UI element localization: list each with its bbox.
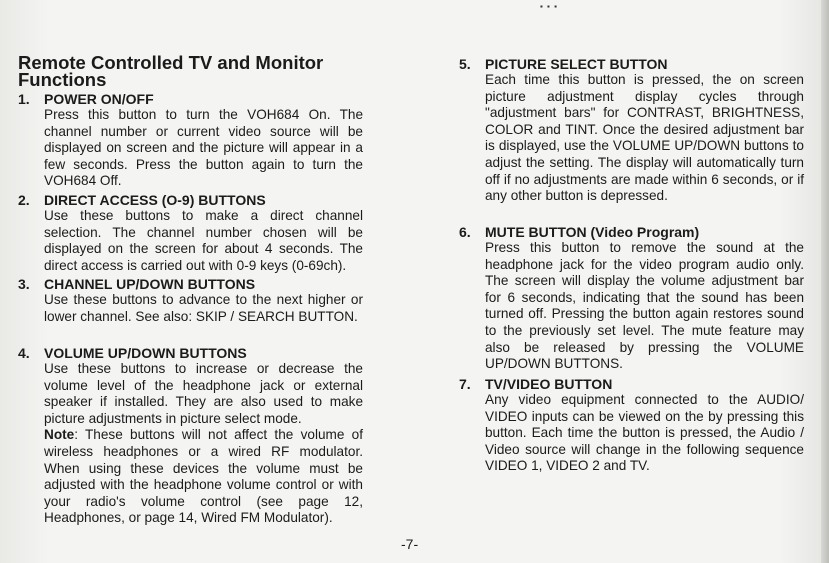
item-heading [459, 56, 804, 72]
item-body: Use these buttons to advance to the next higher or lower channel. See also: SKIP / SEARCH BUTTON. [44, 292, 363, 324]
item-heading [459, 376, 804, 392]
item-heading-text: VOLUME UP/DOWN BUTTONS [44, 345, 247, 361]
item-number: 6. [459, 224, 471, 240]
item-channel-up-down [18, 276, 363, 325]
item-number: 3. [18, 276, 30, 292]
item-power-on-off [18, 91, 363, 190]
page-edge-shadow [821, 0, 829, 563]
item-body: Press this button to turn the VOH684 On. The channel number or current video source will be displayed on screen and the picture will appear in a few seconds. Press the button again to turn the VOH684 Off. [44, 107, 363, 189]
item-heading-text: CHANNEL UP/DOWN BUTTONS [44, 276, 256, 292]
item-number: 1. [18, 91, 30, 107]
item-heading [459, 224, 804, 240]
item-heading-text: DIRECT ACCESS (O-9) BUTTONS [44, 192, 266, 208]
item-body [44, 361, 363, 527]
item-mute [459, 224, 804, 373]
item-heading-text: POWER ON/OFF [44, 91, 154, 107]
item-body: Any video equipment connected to the AUDIO/ VIDEO inputs can be viewed on the by pressing this button. Each time the button is pressed, the Audio / Video source will change in the following sequence VIDEO 1, VIDEO 2 and TV. [485, 392, 804, 474]
item-direct-access [18, 192, 363, 274]
item-volume-up-down [18, 345, 363, 527]
item-heading-text: TV/VIDEO BUTTON [485, 376, 613, 392]
note-text: : These buttons will not affect the volume of wireless headphones or a wired RF modulator. When using these devices the volume must be adjusted with the headphone volume control or with your radio's volume control (see page 12, Headphones, or page 14, Wired FM Modulator). [44, 427, 363, 526]
item-picture-select [459, 56, 804, 205]
item-body: Use these buttons to make a direct channel selection. The channel number chosen will be displayed on the screen for about 4 seconds. The direct access is carried out with 0-9 keys (0-69ch). [44, 208, 363, 273]
item-heading [18, 276, 363, 292]
item-body: Press this button to remove the sound at the headphone jack for the video program audio only. The screen will display the volume adjustment bar for 6 seconds, indicating that the sound has been turned off. Pressing the button again restores sound to the previously set level. The mute feature may also be released by pressing the VOLUME UP/DOWN BUTTONS. [485, 240, 804, 372]
item-number: 7. [459, 376, 471, 392]
item-tv-video [459, 376, 804, 475]
page-number: -7- [401, 536, 419, 552]
note-label: Note [44, 427, 75, 443]
item-number: 4. [18, 345, 30, 361]
item-heading-text: PICTURE SELECT BUTTON [485, 56, 668, 72]
item-heading [18, 192, 363, 208]
item-heading-text: MUTE BUTTON (Video Program) [485, 224, 700, 240]
item-number: 5. [459, 56, 471, 72]
item-body-text: Use these buttons to increase or decrease the volume level of the headphone jack or external speaker if installed. They are also used to make picture adjustments in picture select mode. [44, 361, 363, 426]
page-title: Remote Controlled TV and Monitor Functions [18, 52, 324, 90]
item-number: 2. [18, 192, 30, 208]
item-heading [18, 91, 363, 107]
item-body: Each time this button is pressed, the on screen picture adjustment display cycles through "adjustment bars" for CONTRAST, BRIGHTNESS, COLOR and TINT. Once the desired adjustment bar is displayed, use the VOLUME UP/DOWN buttons to adjust the setting. The display will automatically turn off if no adjustments are made within 6 seconds, or if any other button is depressed. [485, 72, 804, 204]
header-mark: ▪ ▪ ▪ [540, 2, 558, 11]
item-heading [18, 345, 363, 361]
